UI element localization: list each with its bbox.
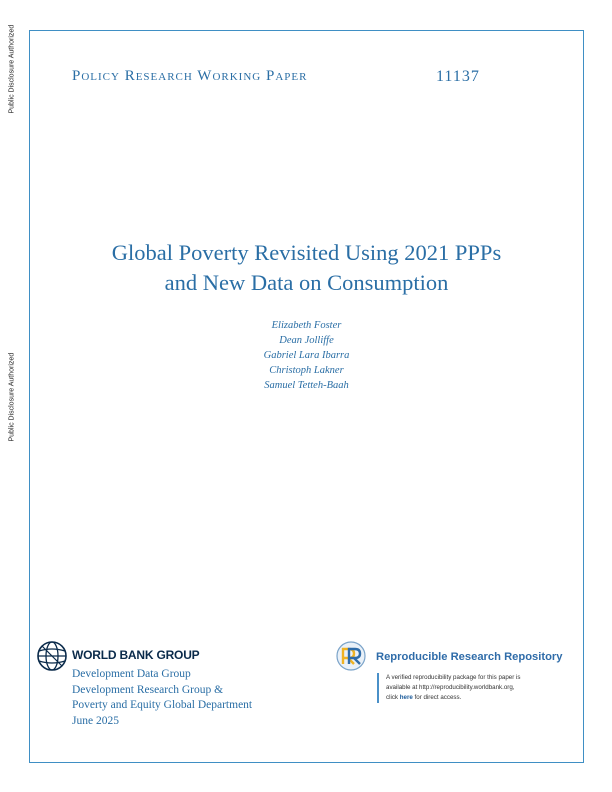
reproducible-research-name: Reproducible Research Repository [376,651,563,663]
paper-number: 11137 [436,68,480,85]
author-name: Elizabeth Foster [271,320,342,331]
rr-logo-icon [334,641,368,671]
note-suffix: for direct access. [412,694,462,701]
world-bank-group-name: WORLD BANK GROUP [72,648,200,662]
reproducibility-note-line [386,693,596,703]
paper-title-line-1: Global Poverty Revisited Using 2021 PPPs [111,240,502,265]
author-name: Gabriel Lara Ibarra [263,350,350,361]
reproducibility-note-line: A verified reproducibility package for this paper is [386,674,521,681]
here-link[interactable]: here [399,694,413,701]
reproducibility-note-line: available at http://reproducibility.worldbank.org, [386,684,515,691]
globe-icon [36,640,68,672]
author-name: Samuel Tetteh-Baah [264,380,349,391]
department-line: Poverty and Equity Global Department [72,699,253,711]
disclosure-label-top: Public Disclosure Authorized [8,24,16,114]
author-name: Dean Jolliffe [279,335,334,346]
department-block [72,667,252,729]
department-line: Development Research Group & [72,683,224,696]
department-line: Development Data Group [72,668,191,680]
author-list [30,318,583,393]
note-prefix: click [386,694,400,701]
paper-title-line-2: and New Data on Consumption [164,270,449,295]
series-title: Policy Research Working Paper [72,68,308,84]
reproducibility-note [377,673,596,703]
publication-date: June 2025 [72,714,119,727]
paper-title [30,238,583,298]
disclosure-label-middle: Public Disclosure Authorized [8,352,16,442]
author-name: Christoph Lakner [269,365,344,376]
